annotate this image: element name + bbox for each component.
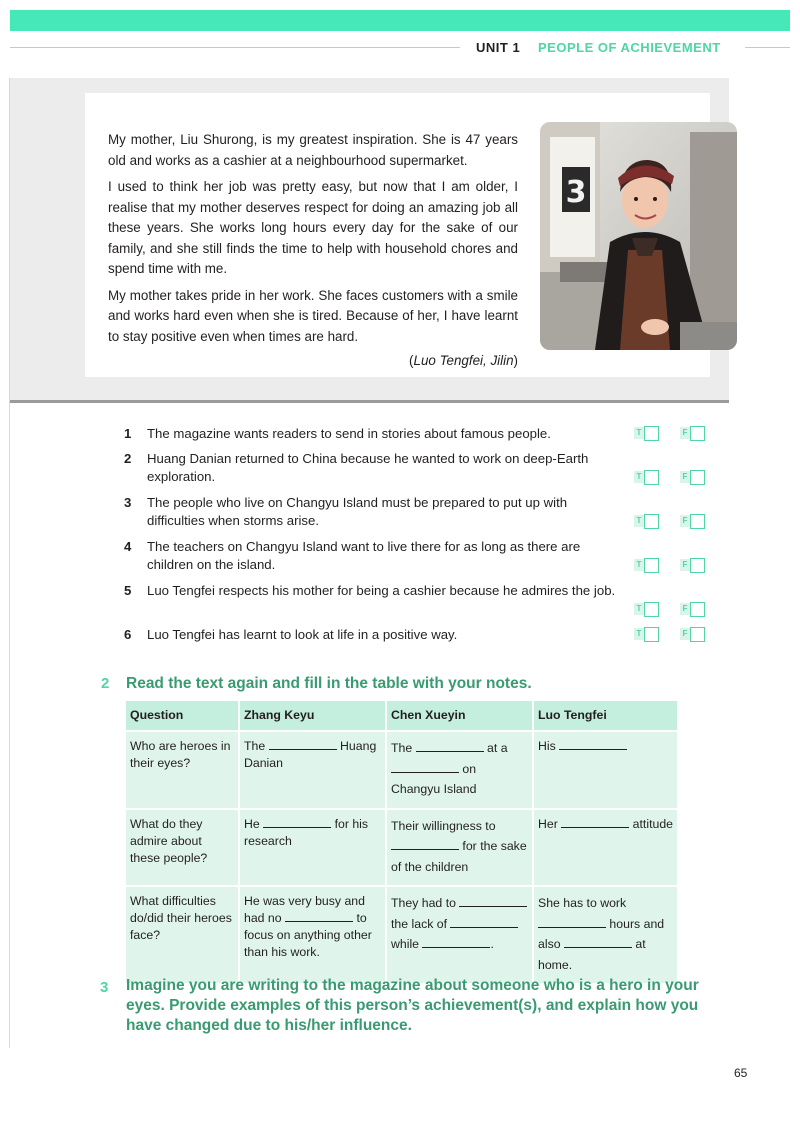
question-cell: Who are heroes in their eyes? xyxy=(126,730,238,808)
answer-blank[interactable] xyxy=(459,895,527,907)
table-row xyxy=(126,808,677,886)
answer-cell xyxy=(238,808,385,886)
answer-blank[interactable] xyxy=(285,910,353,922)
table-header: Zhang Keyu xyxy=(238,701,385,730)
answer-cell xyxy=(238,730,385,808)
answer-cell xyxy=(385,885,532,983)
page-number: 65 xyxy=(734,1066,748,1080)
tf-item-number: 2 xyxy=(124,451,132,466)
signature-paren-open: ( xyxy=(409,353,414,368)
answer-blank[interactable] xyxy=(391,761,459,773)
answer-blank[interactable] xyxy=(559,738,627,750)
cell-text: The xyxy=(391,741,413,755)
cell-text: The xyxy=(244,739,266,753)
true-checkbox[interactable] xyxy=(634,626,660,641)
answer-cell xyxy=(385,730,532,808)
cell-text: at a xyxy=(487,741,508,755)
checkbox-box[interactable] xyxy=(644,602,659,617)
header-rule-left xyxy=(10,47,460,48)
table-header: Chen Xueyin xyxy=(385,701,532,730)
checkbox-box[interactable] xyxy=(644,558,659,573)
false-checkbox[interactable] xyxy=(680,626,706,641)
article-signature xyxy=(108,351,518,372)
false-checkbox[interactable] xyxy=(680,557,706,572)
answer-cell xyxy=(385,808,532,886)
answer-blank[interactable] xyxy=(391,838,459,850)
cell-text: . xyxy=(490,937,494,951)
tf-item-number: 1 xyxy=(124,426,132,441)
tf-item-text: The teachers on Changyu Island want to live there for as long as there are children on the island. xyxy=(147,539,581,572)
cell-text: She has to work xyxy=(538,896,627,910)
table-header: Luo Tengfei xyxy=(532,701,677,730)
checkbox-box[interactable] xyxy=(690,426,705,441)
header-rule-right xyxy=(745,47,790,48)
cell-text: He xyxy=(244,816,260,831)
false-label: F xyxy=(680,628,690,640)
answer-blank[interactable] xyxy=(422,936,490,948)
cell-text: to focus on anything other than his work. xyxy=(244,911,372,959)
cell-text: attitude xyxy=(632,816,674,831)
tf-item-number: 3 xyxy=(124,495,132,510)
answer-blank[interactable] xyxy=(561,816,629,828)
answer-blank[interactable] xyxy=(450,916,518,928)
false-checkbox[interactable] xyxy=(680,425,706,440)
article-paragraph-3: My mother takes pride in her work. She faces customers with a smile and works hard even when she is tired. Because of her, I have learnt to stay positive even when times are hard. xyxy=(108,287,518,344)
cell-text: Their willingness to xyxy=(391,818,496,833)
table-row xyxy=(126,885,677,983)
signature-text: Luo Tengfei, Jilin xyxy=(413,353,514,368)
table-header: Question xyxy=(126,701,238,730)
checkbox-box[interactable] xyxy=(644,426,659,441)
cell-text: on Changyu Island xyxy=(391,761,477,796)
section-2-title: Read the text again and fill in the table with your notes. xyxy=(126,675,532,692)
checkbox-box[interactable] xyxy=(644,514,659,529)
tf-item-number: 4 xyxy=(124,539,132,554)
true-checkbox[interactable] xyxy=(634,557,660,572)
notes-table xyxy=(126,701,677,983)
cashier-photo xyxy=(540,122,737,350)
true-label: T xyxy=(634,471,644,483)
checkbox-box[interactable] xyxy=(690,602,705,617)
section-3-number: 3 xyxy=(100,979,109,996)
article-paragraph-1: My mother, Liu Shurong, is my greatest inspiration. She is 47 years old and works as a cashier at a neighbourhood supermarket. xyxy=(108,132,518,168)
true-checkbox[interactable] xyxy=(634,425,660,440)
answer-blank[interactable] xyxy=(269,738,337,750)
unit-title: PEOPLE OF ACHIEVEMENT xyxy=(538,40,721,55)
section-2-number: 2 xyxy=(101,675,110,692)
answer-blank[interactable] xyxy=(538,916,606,928)
true-label: T xyxy=(634,628,644,640)
answer-cell xyxy=(532,885,677,983)
answer-blank[interactable] xyxy=(263,816,331,828)
table-row xyxy=(126,730,677,808)
cell-text: Her xyxy=(538,816,558,831)
article-panel-bottom-rule xyxy=(10,400,729,403)
answer-cell xyxy=(238,885,385,983)
false-label: F xyxy=(680,603,690,615)
false-checkbox[interactable] xyxy=(680,469,706,484)
cell-text: for the sake of the children xyxy=(391,839,527,874)
cell-text: the lack of xyxy=(391,916,448,931)
signature-paren-close: ) xyxy=(513,353,518,368)
tf-item-number: 6 xyxy=(124,627,132,642)
checkbox-box[interactable] xyxy=(690,627,705,642)
tf-item-text: The people who live on Changyu Island must be prepared to put up with difficulties when storms arise. xyxy=(147,495,568,528)
unit-label: UNIT 1 xyxy=(476,40,521,55)
false-label: F xyxy=(680,559,690,571)
false-label: F xyxy=(680,471,690,483)
cell-text: for his research xyxy=(244,816,369,848)
article-text xyxy=(108,130,518,372)
false-checkbox[interactable] xyxy=(680,513,706,528)
tf-item-text: Huang Danian returned to China because he wanted to work on deep-Earth exploration. xyxy=(147,451,589,484)
top-accent-bar xyxy=(10,10,790,31)
true-label: T xyxy=(634,515,644,527)
section-3-title: Imagine you are writing to the magazine about someone who is a hero in your eyes. Provide examples of this person’s achievement(s), and explain how you have changed due to his/her influence. xyxy=(126,977,699,1034)
answer-blank[interactable] xyxy=(564,936,632,948)
true-label: T xyxy=(634,559,644,571)
cell-text: His xyxy=(538,739,556,753)
checkbox-box[interactable] xyxy=(690,514,705,529)
tf-item-text: Luo Tengfei has learnt to look at life in a positive way. xyxy=(147,627,458,642)
false-label: F xyxy=(680,427,690,439)
false-checkbox[interactable] xyxy=(680,601,706,616)
answer-cell xyxy=(532,730,677,808)
false-label: F xyxy=(680,515,690,527)
answer-cell xyxy=(532,808,677,886)
cell-text: at home. xyxy=(538,937,646,972)
cell-text: They had to xyxy=(391,896,456,910)
checkbox-box[interactable] xyxy=(644,470,659,485)
answer-blank[interactable] xyxy=(416,740,484,752)
tf-item-text: The magazine wants readers to send in stories about famous people. xyxy=(147,426,551,441)
cell-text: Huang Danian xyxy=(244,739,377,770)
register-number: 3 xyxy=(565,175,587,210)
question-cell: What do they admire about these people? xyxy=(126,808,238,886)
true-label: T xyxy=(634,603,644,615)
table-header-row xyxy=(126,701,677,730)
true-checkbox[interactable] xyxy=(634,601,660,616)
cell-text: while xyxy=(391,937,420,951)
article-paragraph-2: I used to think her job was pretty easy, but now that I am older, I realise that my mother deserves respect for doing an amazing job all these years. She works long hours every day for the sake of our family, and she still finds the time to help with household chores and spend time with me. xyxy=(108,179,518,276)
cell-text: He was very busy and had no xyxy=(244,894,365,925)
true-checkbox[interactable] xyxy=(634,513,660,528)
true-checkbox[interactable] xyxy=(634,469,660,484)
tf-item-number: 5 xyxy=(124,583,132,598)
checkbox-box[interactable] xyxy=(644,627,659,642)
cell-text: hours and also xyxy=(538,916,665,951)
question-cell: What difficulties do/did their heroes face? xyxy=(126,885,238,983)
checkbox-box[interactable] xyxy=(690,470,705,485)
tf-item-text: Luo Tengfei respects his mother for being a cashier because he admires the job. xyxy=(147,583,616,598)
true-label: T xyxy=(634,427,644,439)
checkbox-box[interactable] xyxy=(690,558,705,573)
